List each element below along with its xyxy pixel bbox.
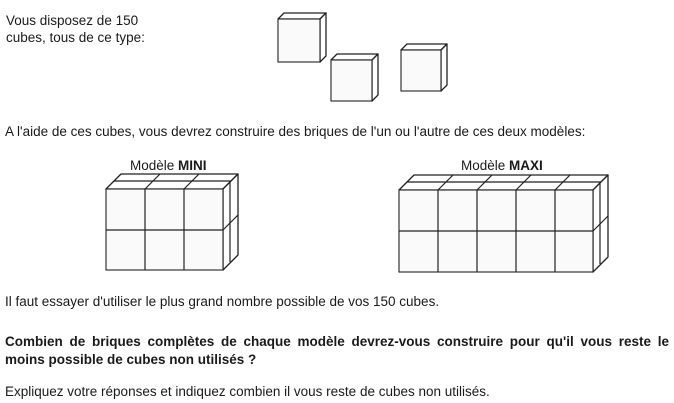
cube-1 bbox=[278, 13, 326, 62]
maxi-model-label bbox=[461, 158, 543, 173]
maxi-model-name: MAXI bbox=[509, 158, 543, 173]
cube-3 bbox=[401, 44, 447, 91]
mini-model-prefix: Modèle bbox=[130, 158, 175, 173]
cube-2 bbox=[331, 54, 378, 101]
maxi-model-prefix: Modèle bbox=[461, 158, 506, 173]
explain-text: Expliquez votre réponses et indiquez combien il vous reste de cubes non utilisés. bbox=[5, 384, 490, 399]
mini-model-label bbox=[130, 158, 207, 173]
question-text: Combien de briques complètes de chaque modèle devrez-vous construire pour qu'il vous reste le moins possible de cubes non utilisés ? bbox=[5, 334, 669, 367]
mini-model-name: MINI bbox=[178, 158, 207, 173]
intro-line-1: Vous disposez de 150 bbox=[6, 13, 139, 28]
instruction-text: A l'aide de ces cubes, vous devrez construire des briques de l'un ou l'autre de ces deux modèles: bbox=[5, 124, 586, 139]
mini-brick bbox=[106, 174, 238, 270]
try-text: Il faut essayer d'utiliser le plus grand nombre possible de vos 150 cubes. bbox=[5, 294, 440, 309]
maxi-brick bbox=[399, 175, 608, 272]
intro-line-2: cubes, tous de ce type: bbox=[6, 30, 145, 45]
